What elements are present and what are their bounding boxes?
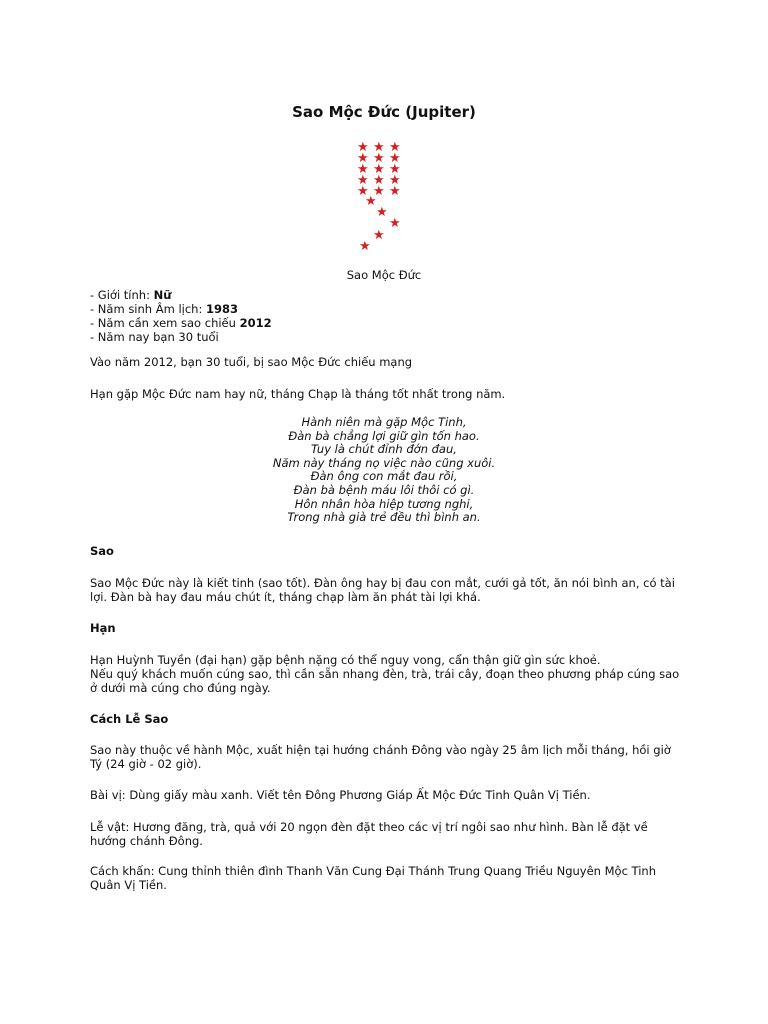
star-icon: ★ (357, 151, 369, 166)
poem-line: Đàn bà bệnh máu lôi thôi có gì. (293, 482, 475, 497)
star-icon: ★ (389, 173, 401, 188)
poem-line: Hôn nhân hòa hiệp tương nghi, (294, 496, 474, 511)
le-vat-paragraph: Lễ vật: Hương đăng, trà, quả với 20 ngọn đèn đặt theo các vị trí ngôi sao như hình. Bàn lễ đặt về hướng chánh Đông. (90, 820, 648, 848)
star-icon: ★ (389, 140, 401, 155)
star-icon: ★ (357, 173, 369, 188)
poem-line: Đàn bà chẳng lợi giữ gìn tốn hao. (288, 428, 480, 443)
star-icon: ★ (373, 162, 385, 177)
star-icon: ★ (373, 140, 385, 155)
star-icon: ★ (359, 239, 371, 254)
star-icon: ★ (357, 162, 369, 177)
gender-label: - Giới tính: (90, 288, 154, 302)
bai-vi-paragraph: Bài vị: Dùng giấy màu xanh. Viết tên Đông Phương Giáp Ất Mộc Đức Tinh Quân Vị Tiền. (90, 788, 591, 802)
birth-year-label: - Năm sinh Âm lịch: (90, 302, 206, 316)
poem-line: Tuy là chút đỉnh đớn đau, (311, 442, 457, 457)
star-icon: ★ (373, 173, 385, 188)
star-icon: ★ (365, 194, 377, 209)
poem-line: Trong nhà già trẻ đều thì bình an. (287, 510, 481, 525)
poem-line: Hành niên mà gặp Mộc Tinh, (301, 415, 467, 429)
age-line: - Năm nay bạn 30 tuổi (90, 330, 219, 344)
gender-value: Nữ (153, 288, 172, 302)
cach-le-sao-heading: Cách Lễ Sao (90, 712, 169, 726)
poem-line: Năm này tháng nọ việc nào cũng xuôi. (272, 455, 496, 470)
star-icon: ★ (389, 184, 401, 199)
view-year-label: - Năm cần xem sao chiếu (90, 316, 240, 330)
birth-year-line (90, 302, 680, 316)
star-icon: ★ (373, 184, 385, 199)
sao-paragraph: Sao Mộc Đức này là kiết tinh (sao tốt). Đàn ông hay bị đau con mắt, cưới gả tốt, ăn nói bình an, có tài lợi. Đàn bà hay đau máu chút ít, tháng chạp làm ăn phát tài lợi khá. (90, 576, 675, 604)
diagram-caption: Sao Mộc Đức (346, 268, 422, 282)
intro-paragraph: Vào năm 2012, bạn 30 tuổi, bị sao Mộc Đức chiếu mạng (90, 355, 413, 369)
star-icon: ★ (389, 162, 401, 177)
star-icon: ★ (373, 151, 385, 166)
gender-line (90, 288, 680, 302)
star-diagram (0, 0, 768, 260)
star-icon: ★ (357, 184, 369, 199)
star-icon: ★ (389, 216, 401, 231)
poem-line: Đàn ông con mắt đau rồi, (310, 469, 458, 484)
han-paragraph-1: Hạn Huỳnh Tuyền (đại hạn) gặp bệnh nặng có thể nguy vong, cẩn thận giữ gìn sức khoẻ. (90, 653, 601, 667)
han-heading: Hạn (90, 621, 116, 635)
han-paragraph-2: Nếu quý khách muốn cúng sao, thì cần sẵn nhang đèn, trà, trái cây, đoạn theo phương pháp cúng sao ở dưới mà cúng cho đúng ngày. (90, 667, 680, 695)
star-icon: ★ (357, 140, 369, 155)
poem (0, 416, 768, 525)
star-icon: ★ (373, 228, 385, 243)
summary-paragraph: Hạn gặp Mộc Đức nam hay nữ, tháng Chạp là tháng tốt nhất trong năm. (90, 387, 506, 401)
view-year-line (90, 316, 680, 330)
star-icon: ★ (389, 151, 401, 166)
info-block (90, 288, 680, 344)
view-year-value: 2012 (239, 316, 272, 330)
sao-heading: Sao (90, 544, 114, 558)
cach-khan-paragraph: Cách khấn: Cung thỉnh thiên đình Thanh Văn Cung Đại Thánh Trung Quang Triều Nguyên Mộc Tinh Quân Vị Tiền. (90, 864, 656, 892)
star-icon: ★ (376, 205, 388, 220)
cach-le-sao-paragraph: Sao này thuộc về hành Mộc, xuất hiện tại hướng chánh Đông vào ngày 25 âm lịch mỗi tháng, hồi giờ Tý (24 giờ - 02 giờ). (90, 743, 671, 771)
page-title: Sao Mộc Đức (Jupiter) (292, 103, 476, 121)
birth-year-value: 1983 (206, 302, 239, 316)
